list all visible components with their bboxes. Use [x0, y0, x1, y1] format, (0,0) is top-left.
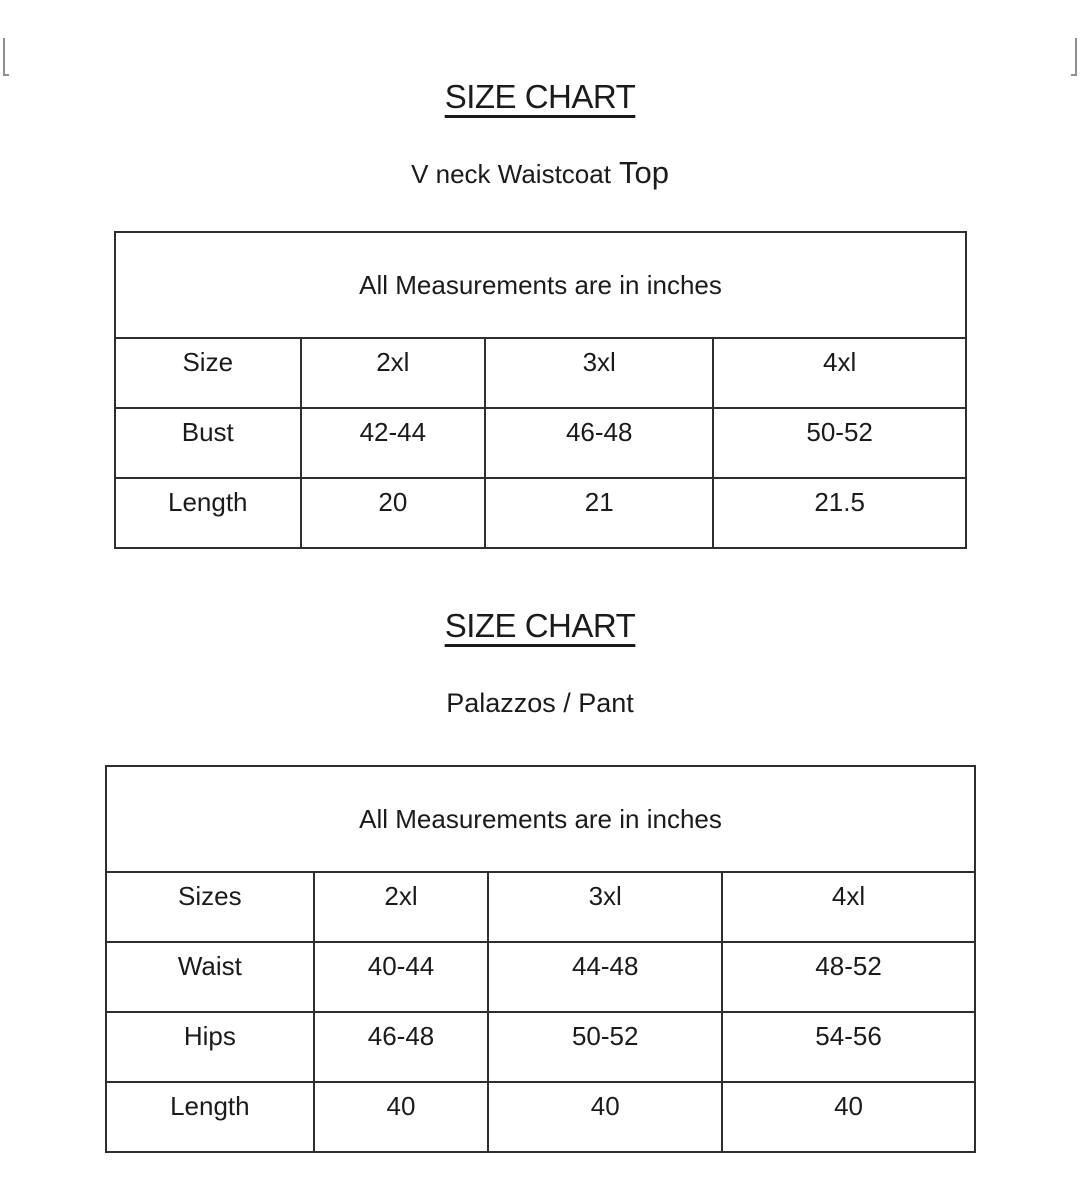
- row-label-cell: Bust: [115, 408, 301, 478]
- size-value-cell: 46-48: [485, 408, 713, 478]
- measurement-note-cell: All Measurements are in inches: [115, 232, 966, 338]
- product-name-2-text: Palazzos / Pant: [446, 688, 634, 718]
- size-value-cell: 40: [488, 1082, 722, 1152]
- size-value-cell: 21: [485, 478, 713, 548]
- size-value-cell: 50-52: [713, 408, 966, 478]
- size-value-cell: 21.5: [713, 478, 966, 548]
- product-name-1-emphasis: Top: [618, 155, 669, 190]
- size-value-cell: 44-48: [488, 942, 722, 1012]
- row-label-cell: Length: [115, 478, 301, 548]
- size-value-cell: 4xl: [713, 338, 966, 408]
- size-chart-title-2: SIZE CHART: [444, 607, 636, 644]
- row-label-cell: Waist: [106, 942, 314, 1012]
- size-value-cell: 46-48: [314, 1012, 489, 1082]
- row-label-cell: Size: [115, 338, 301, 408]
- crop-mark-right: [1071, 38, 1077, 76]
- size-value-cell: 42-44: [301, 408, 486, 478]
- size-value-cell: 50-52: [488, 1012, 722, 1082]
- table-row: [115, 478, 966, 548]
- product-name-2: [0, 686, 1080, 720]
- size-value-cell: 40: [722, 1082, 975, 1152]
- size-value-cell: 3xl: [488, 872, 722, 942]
- crop-mark-left: [3, 38, 9, 76]
- size-value-cell: 48-52: [722, 942, 975, 1012]
- measurement-note-row: [115, 232, 966, 338]
- measurement-note-row: [106, 766, 975, 872]
- size-table-waistcoat: [114, 231, 967, 549]
- table-row: [106, 1082, 975, 1152]
- product-name-1: [0, 156, 1080, 191]
- table-row: [106, 942, 975, 1012]
- product-name-1-text: V neck Waistcoat: [411, 159, 611, 189]
- row-label-cell: Sizes: [106, 872, 314, 942]
- measurement-note-cell: All Measurements are in inches: [106, 766, 975, 872]
- size-table-palazzos: [105, 765, 976, 1153]
- row-label-cell: Hips: [106, 1012, 314, 1082]
- size-value-cell: 40: [314, 1082, 489, 1152]
- table-row: [115, 408, 966, 478]
- table-row: [106, 872, 975, 942]
- row-label-cell: Length: [106, 1082, 314, 1152]
- size-chart-title-1: SIZE CHART: [444, 78, 636, 115]
- size-value-cell: 4xl: [722, 872, 975, 942]
- size-value-cell: 54-56: [722, 1012, 975, 1082]
- size-value-cell: 3xl: [485, 338, 713, 408]
- size-value-cell: 2xl: [314, 872, 489, 942]
- size-value-cell: 2xl: [301, 338, 486, 408]
- size-value-cell: 40-44: [314, 942, 489, 1012]
- size-value-cell: 20: [301, 478, 486, 548]
- table-row: [106, 1012, 975, 1082]
- table-row: [115, 338, 966, 408]
